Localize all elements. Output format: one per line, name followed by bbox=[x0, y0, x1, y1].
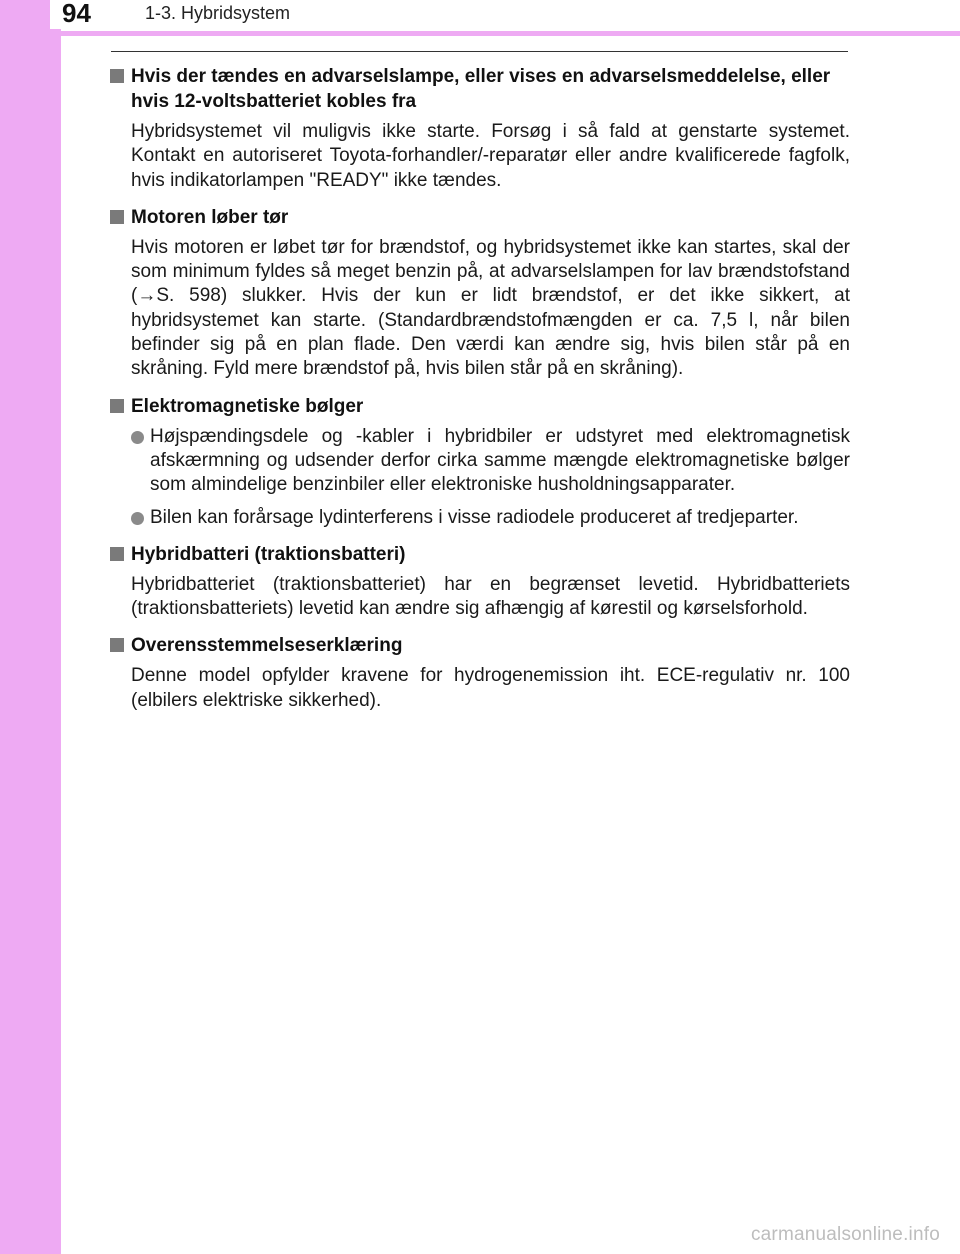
section-warning-lamp bbox=[108, 64, 850, 193]
section-paragraph: Hybridsystemet vil muligvis ikke starte. Forsøg i så fald at genstarte systemet. Kontakt en autoriseret Toyota-forhandler/-reparatør eller andre kvalificerede fagfolk, hvis indikatorlampen "READY" ikke tændes. bbox=[131, 121, 850, 191]
section-paragraph: Hvis motoren er løbet tør for brændstof, og hybridsystemet ikke kan startes, skal der som minimum fyldes så meget benzin på, at advarselslampen for lav brændstofstand (→S. 598) slukker. Hvis der kun er lidt brændstof, er det ikke sikkert, at hybridsystemet kan starte. (Standardbrændstofmængden er ca. 7,5 l, når bilen befinder sig på en plan flade. Den værdi kan ændre sig, hvis bilen står på en skråning. Fyld mere brændstof på, hvis bilen står på en skråning). bbox=[131, 236, 850, 380]
circle-bullet-icon bbox=[131, 512, 144, 525]
section-paragraph: Hybridbatteriet (traktionsbatteriet) har en begrænset levetid. Hybridbatteriets (traktionsbatteriets) levetid kan ændre sig afhængig af kørestil og kørselsforhold. bbox=[131, 573, 850, 620]
square-bullet-icon bbox=[110, 638, 124, 652]
section-out-of-fuel bbox=[108, 205, 850, 382]
section-heading bbox=[108, 394, 850, 419]
section-heading bbox=[108, 205, 850, 230]
section-heading bbox=[108, 64, 850, 114]
heading-text: Hvis der tændes en advarselslampe, eller vises en advarselsmeddelelse, eller hvis 12-voltsbatteriet kobles fra bbox=[131, 66, 831, 112]
square-bullet-icon bbox=[110, 69, 124, 83]
square-bullet-icon bbox=[110, 547, 124, 561]
page-number: 94 bbox=[50, 0, 99, 29]
section-declaration bbox=[108, 633, 850, 713]
side-color-band bbox=[0, 0, 61, 1254]
section-heading bbox=[108, 542, 850, 567]
list-item-text: Bilen kan forårsage lydinterferens i visse radiodele produceret af tredjeparter. bbox=[150, 506, 799, 528]
section-electromagnetic-waves bbox=[108, 394, 850, 530]
section-title: 1-3. Hybridsystem bbox=[145, 3, 291, 23]
section-hybrid-battery bbox=[108, 542, 850, 622]
page-content bbox=[108, 64, 850, 725]
list-item bbox=[131, 506, 850, 530]
list-item bbox=[131, 425, 850, 498]
section-heading bbox=[108, 633, 850, 658]
square-bullet-icon bbox=[110, 210, 124, 224]
header-divider bbox=[111, 51, 848, 52]
heading-text: Overensstemmelseserklæring bbox=[131, 635, 403, 657]
heading-text: Hybridbatteri (traktionsbatteri) bbox=[131, 543, 406, 565]
list-item-text: Højspændingsdele og -kabler i hybridbiler er udstyret med elektromagnetisk afskærmning og udsender derfor cirka samme mængde elektromagnetiske bølger som almindelige benzinbiler eller elektroniske husholdningsapparater. bbox=[150, 425, 850, 496]
heading-text: Motoren løber tør bbox=[131, 206, 289, 228]
square-bullet-icon bbox=[110, 399, 124, 413]
heading-text: Elektromagnetiske bølger bbox=[131, 395, 364, 417]
watermark: carmanualsonline.info bbox=[750, 1224, 940, 1245]
circle-bullet-icon bbox=[131, 431, 144, 444]
section-paragraph: Denne model opfylder kravene for hydrogenemission iht. ECE-regulativ nr. 100 (elbilers elektriske sikkerhed). bbox=[131, 665, 850, 711]
